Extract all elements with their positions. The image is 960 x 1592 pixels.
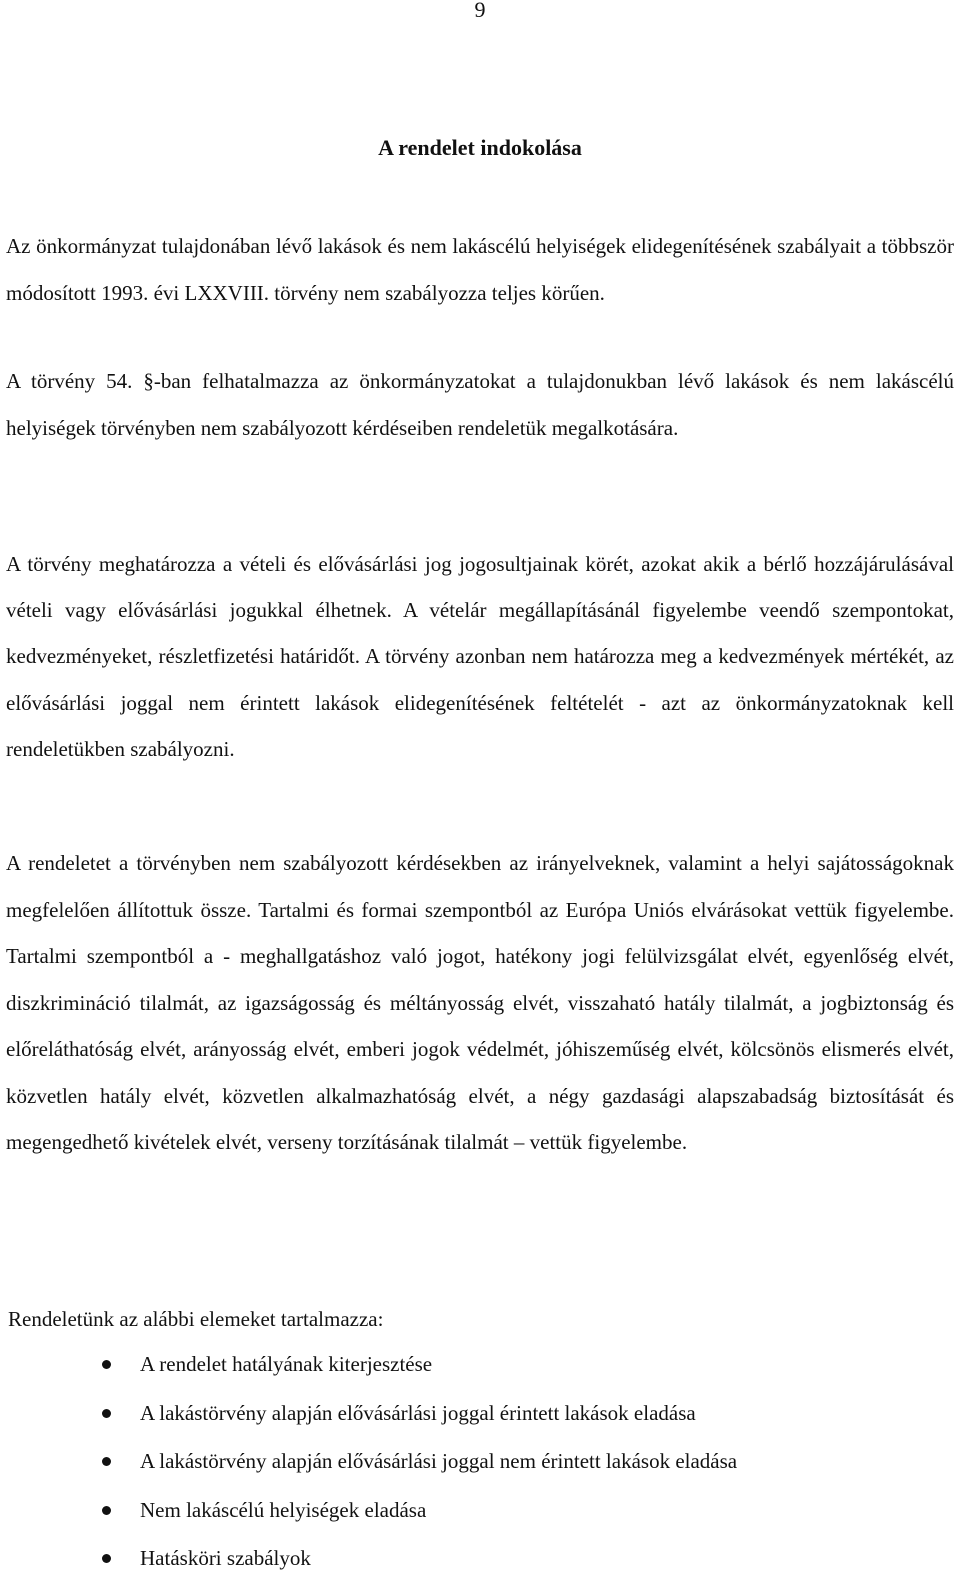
paragraph-1: [6, 223, 954, 317]
content-list: [0, 1349, 737, 1592]
list-item-text: A lakástörvény alapján elővásárlási joggal nem érintett lakások eladása: [140, 1449, 738, 1473]
bullet-icon: [102, 1360, 111, 1369]
list-item-text: A lakástörvény alapján elővásárlási joggal érintett lakások eladása: [140, 1400, 696, 1425]
bullet-icon: [102, 1457, 111, 1466]
list-item: [0, 1446, 737, 1495]
paragraph-4-text: A rendeletet a törvényben nem szabályozott kérdésekben az irányelveknek, valamint a helyi sajátosságoknak megfelelően állítottuk össze. Tartalmi és formai szempontból az Európa Uniós elvárásokat vettük figyelembe. Tartalmi szempontból a - meghallgatáshoz való jogot, hatékony jogi felülvizsgálat elvét, egyenlőség elvét, diszkrimináció tilalmát, az igazságosság és méltányosság elvét, visszaható hatály tilalmát, a jogbiztonság és előreláthatóság elvét, arányosság elvét, emberi jogok védelmét, jóhiszeműség elvét, kölcsönös elismerés elvét, közvetlen hatály elvét, közvetlen alkalmazhatóság elvét, a négy gazdasági alapszabadság biztosítását és megengedhető kivételek elvét, verseny torzításának tilalmát – vettük figyelembe.: [6, 851, 954, 1154]
bullet-icon: [102, 1506, 111, 1515]
paragraph-3-text: A törvény meghatározza a vételi és elővásárlási jog jogosultjainak körét, azokat akik a bérlő hozzájárulásával vételi vagy elővásárlási jogukkal élhetnek. A vételár megállapításánál figyelembe veendő szempontokat, kedvezményeket, részletfizetési határidőt. A törvény azonban nem határozza meg a kedvezmények mértékét, az elővásárlási joggal nem érintett lakások elidegenítésének feltételét - azt az önkormányzatoknak kell rendeletükben szabályozni.: [6, 552, 954, 761]
list-item: [0, 1349, 737, 1398]
page-number: 9: [474, 0, 486, 22]
list-item-text: Hatásköri szabályok: [140, 1546, 311, 1570]
paragraph-3: [6, 541, 954, 772]
paragraph-2-text: A törvény 54. §-ban felhatalmazza az önkormányzatokat a tulajdonukban lévő lakások és nem lakáscélú helyiségek törvényben nem szabályozott kérdéseiben rendeletük megalkotására.: [6, 369, 954, 440]
list-item: [0, 1495, 737, 1544]
paragraph-1-text: Az önkormányzat tulajdonában lévő lakások és nem lakáscélú helyiségek elidegenítésének szabályait a többször módosított 1993. évi LXXVIII. törvény nem szabályozza teljes körűen.: [6, 234, 954, 305]
list-item: [0, 1543, 737, 1592]
list-item-text: A rendelet hatályának kiterjesztése: [140, 1352, 433, 1376]
list-intro: Rendeletünk az alábbi elemeket tartalmazza:: [8, 1307, 384, 1331]
document-title: A rendelet indokolása: [378, 135, 582, 160]
paragraph-4: [6, 840, 954, 1166]
bullet-icon: [102, 1554, 111, 1563]
bullet-icon: [102, 1409, 111, 1418]
list-item: [0, 1398, 737, 1447]
list-item-text: Nem lakáscélú helyiségek eladása: [140, 1497, 427, 1522]
paragraph-2: [6, 358, 954, 452]
